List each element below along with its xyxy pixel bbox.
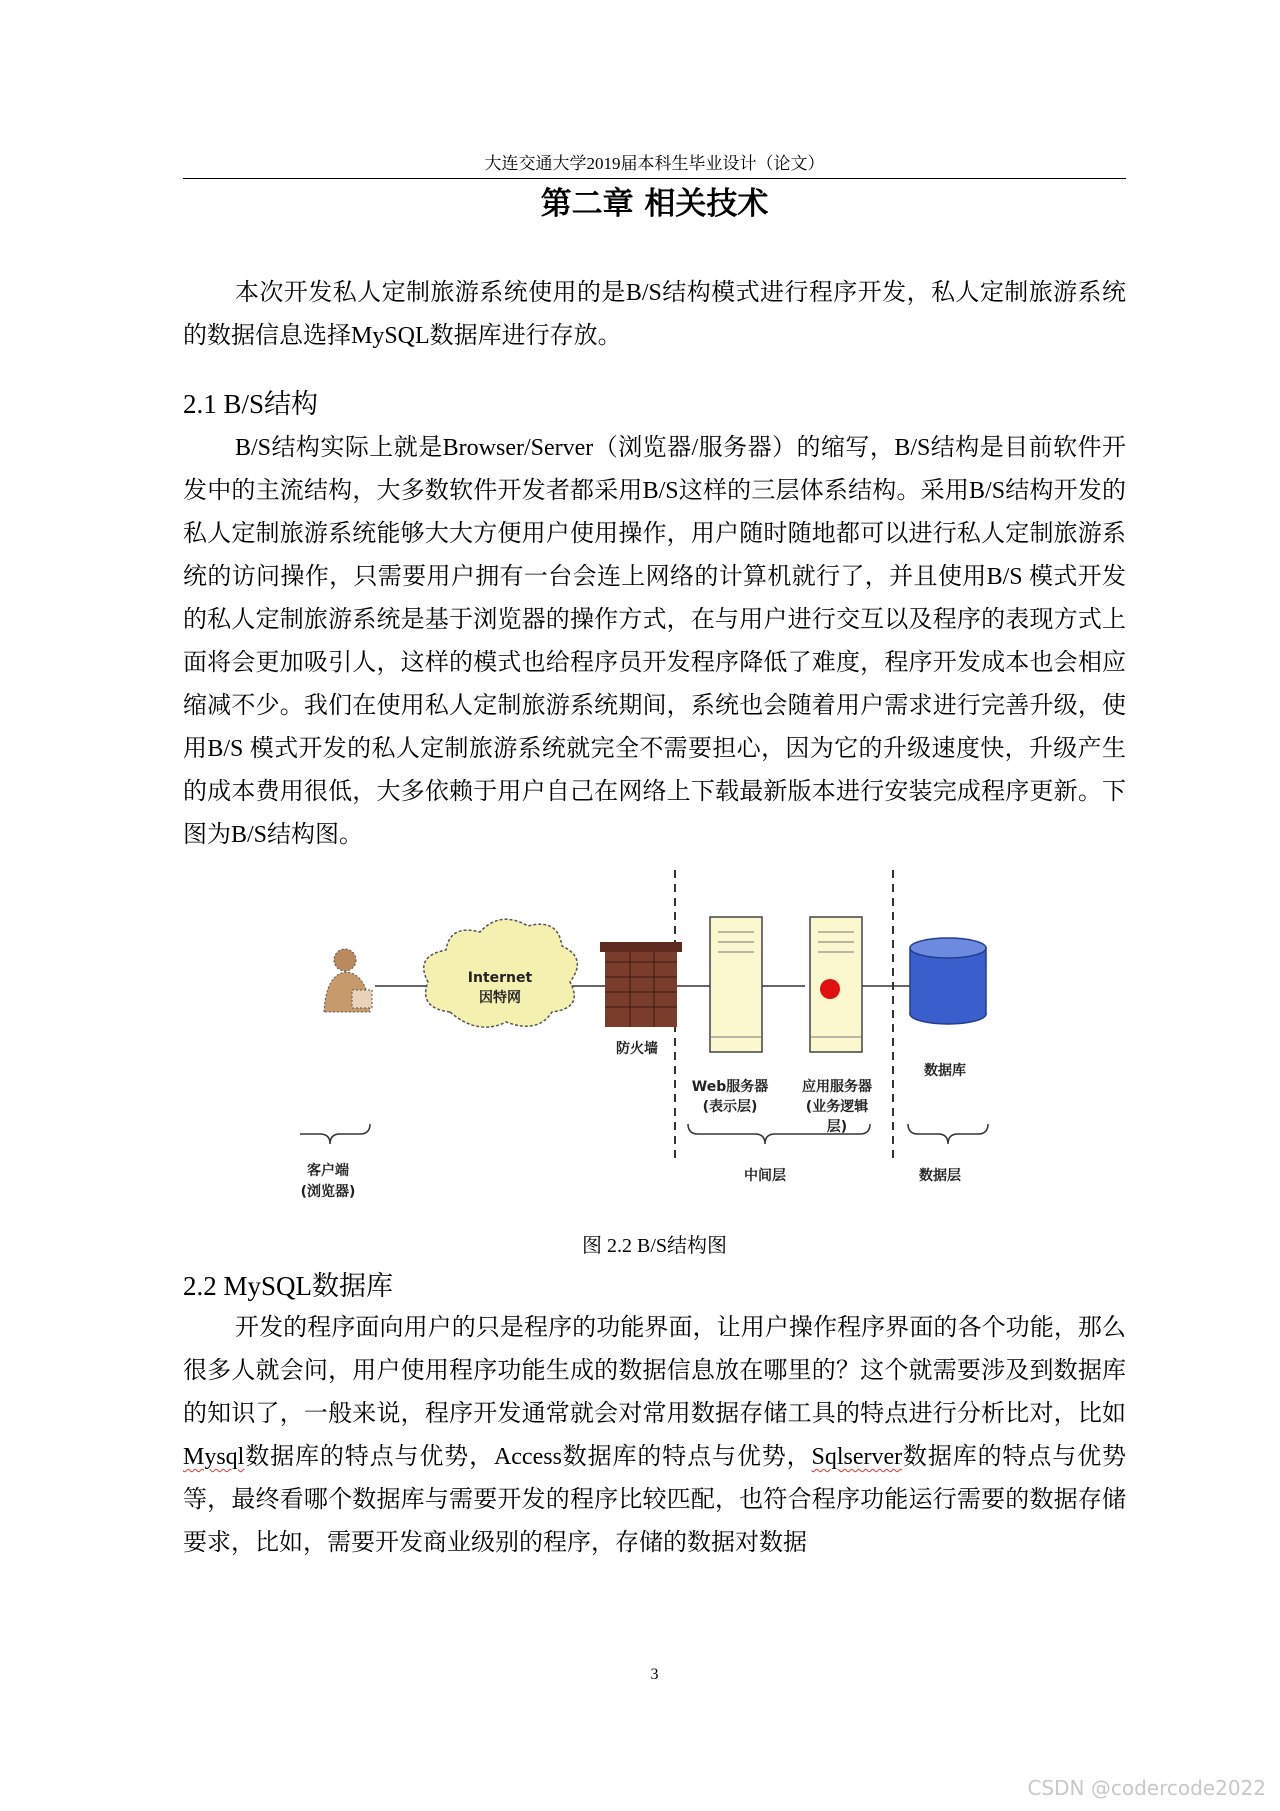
internet-label-2: 因特网 <box>479 990 521 1006</box>
bs-paragraph: B/S结构实际上就是Browser/Server（浏览器/服务器）的缩写，B/S结构是目前软件开发中的主流结构，大多数软件开发者都采用B/S这样的三层体系结构。采用B/S结构开发的私人定制旅游系统能够大大方便用户使用操作，用户随时随地都可以进行私人定制旅游系统的访问操作，只需要用户拥有一台会连上网络的计算机就行了，并且使用B/S 模式开发的私人定制旅游系统是基于浏览器的操作方式，在与用户进行交互以及程序的表现方式上面将会更加吸引人，这样的模式也给程序员开发程序降低了难度，程序开发成本也会相应缩减不少。我们在使用私人定制旅游系统期间，系统也会随着用户需求进行完善升级，使用B/S 模式开发的私人定制旅游系统就完全不需要担心，因为它的升级速度快，升级产生的成本费用很低，大多依赖于用户自己在网络上下载最新版本进行安装完成程序更新。下图为B/S结构图。 <box>183 435 1126 848</box>
data-tier-label: 数据层 <box>919 1168 961 1184</box>
csdn-watermark: CSDN @codercode2022 <box>1027 1776 1266 1800</box>
section-heading-bs: 2.1 B/S结构 <box>183 389 319 419</box>
intro-paragraph: 本次开发私人定制旅游系统使用的是B/S结构模式进行程序开发，私人定制旅游系统的数据信息选择MySQL数据库进行存放。 <box>183 280 1126 349</box>
page-number: 3 <box>650 1666 659 1683</box>
client-label-2: (浏览器) <box>300 1184 356 1200</box>
firewall-icon <box>600 942 682 1027</box>
app-server-label-1: 应用服务器 <box>802 1079 872 1095</box>
chapter-title: 第二章 相关技术 <box>540 186 769 222</box>
web-server-icon <box>710 917 762 1052</box>
app-server-icon <box>810 917 862 1052</box>
web-server-label-2: (表示层) <box>702 1099 758 1115</box>
spellcheck-word-mysql: Mysql <box>183 1444 245 1470</box>
mysql-paragraph-part-2: 数据库的特点与优势，Access数据库的特点与优势， <box>244 1444 812 1470</box>
firewall-label: 防火墙 <box>616 1041 658 1057</box>
figure-caption: 图 2.2 B/S结构图 <box>581 1235 728 1257</box>
mysql-paragraph-part-1: 开发的程序面向用户的只是程序的功能界面，让用户操作程序界面的各个功能，那么很多人就会问，用户使用程序功能生成的数据信息放在哪里的？这个就需要涉及到数据库的知识了，一般来说，程序开发通常就会对常用数据存储工具的特点进行分析比对，比如 <box>183 1315 1126 1427</box>
database-icon <box>910 938 986 1024</box>
app-server-label-3: 层) <box>826 1119 848 1135</box>
internet-label-1: Internet <box>467 970 533 986</box>
bs-architecture-figure <box>300 862 1022 1227</box>
section-heading-mysql: 2.2 MySQL数据库 <box>183 1271 394 1301</box>
database-label: 数据库 <box>924 1063 966 1079</box>
web-server-label-1: Web服务器 <box>691 1079 769 1095</box>
app-server-label-2: (业务逻辑 <box>805 1099 869 1115</box>
header-rule <box>183 178 1126 179</box>
client-label-1: 客户端 <box>307 1163 349 1179</box>
middle-tier-label: 中间层 <box>744 1168 786 1184</box>
bs-architecture-diagram <box>300 862 1022 1227</box>
data-tier-brace <box>908 1124 988 1144</box>
spellcheck-word-sqlserver: Sqlserver <box>811 1444 903 1470</box>
client-person-icon <box>324 949 372 1012</box>
mysql-paragraph <box>183 1307 1126 1565</box>
mysql-paragraph-part-3: 数据库的特点与优势等，最终看哪个数据库与需要开发的程序比较匹配，也符合程序功能运行需要的数据存储要求，比如，需要开发商业级别的程序，存储的数据对数据 <box>183 1444 1126 1556</box>
client-brace <box>300 1124 370 1144</box>
running-header: 大连交通大学2019届本科生毕业设计（论文） <box>484 154 825 173</box>
